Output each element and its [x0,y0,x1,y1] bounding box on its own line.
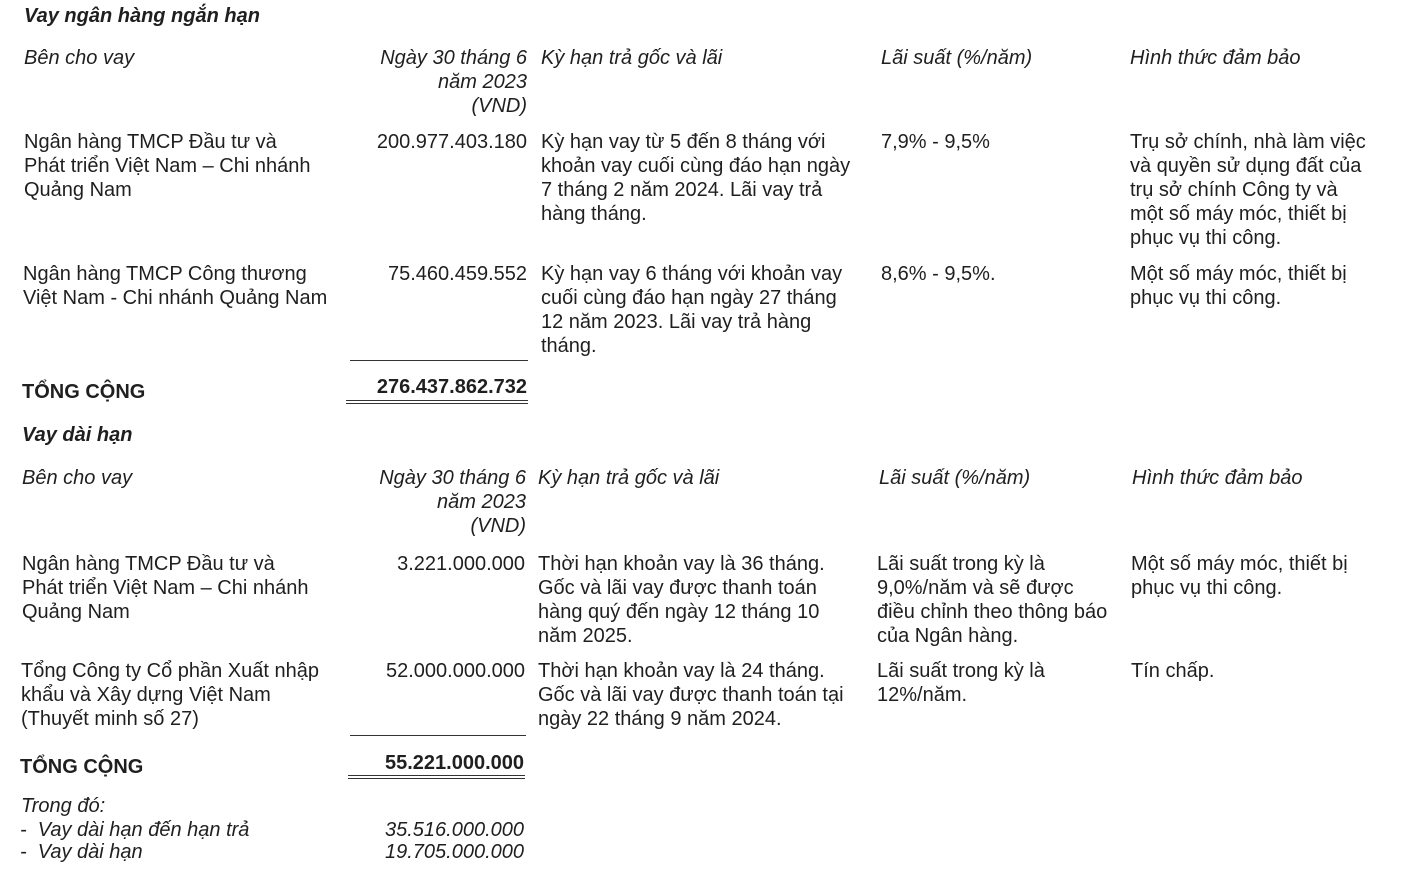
table-row-rate: Lãi suất trong kỳ là 12%/năm. [877,660,1045,706]
short-term-header-lender: Bên cho vay [24,47,135,69]
short-term-header-term: Kỳ hạn trả gốc và lãi [541,47,723,69]
table-row-lender: Ngân hàng TMCP Đầu tư và Phát triển Việt Nam – Chi nhánh Quảng Nam [22,553,309,623]
table-row-collateral: Trụ sở chính, nhà làm việc và quyền sử dụng đất của trụ sở chính Công ty và một số máy móc, thiết bị phục vụ thi công. [1130,131,1366,249]
long-term-total-label: TỔNG CỘNG [20,756,144,778]
table-row-rate: Lãi suất trong kỳ là 9,0%/năm và sẽ được điều chỉnh theo thông báo của Ngân hàng. [877,553,1108,647]
short-term-header-collateral: Hình thức đảm bảo [1130,47,1301,69]
table-row-term: Kỳ hạn vay từ 5 đến 8 tháng với khoản vay cuối cùng đáo hạn ngày 7 tháng 2 năm 2024. Lãi vay trả hàng tháng. [541,131,851,225]
table-row-collateral: Một số máy móc, thiết bị phục vụ thi công. [1131,553,1348,599]
breakdown-label: Trong đó: [21,795,106,817]
breakdown-item-value: 35.516.000.000 [384,819,524,841]
table-row-amount: 52.000.000.000 [385,660,525,682]
long-term-header-lender: Bên cho vay [22,467,133,489]
long-term-heading: Vay dài hạn [22,424,133,446]
table-row-rate: 8,6% - 9,5%. [881,263,996,285]
short-term-heading: Vay ngân hàng ngắn hạn [24,5,260,27]
table-row-term: Thời hạn khoản vay là 24 tháng. Gốc và lãi vay được thanh toán tại ngày 22 tháng 9 năm 2024. [538,660,844,730]
long-term-header-term: Kỳ hạn trả gốc và lãi [538,467,720,489]
table-row-lender: Ngân hàng TMCP Đầu tư và Phát triển Việt Nam – Chi nhánh Quảng Nam [24,131,311,201]
table-row-term: Kỳ hạn vay 6 tháng với khoản vay cuối cùng đáo hạn ngày 27 tháng 12 năm 2023. Lãi vay trả hàng tháng. [541,263,843,357]
short-term-header-amount: Ngày 30 tháng 6 năm 2023 (VND) [380,47,527,117]
breakdown-item-value: 19.705.000.000 [384,841,524,863]
breakdown-item-label: - Vay dài hạn đến hạn trả [20,819,250,841]
table-row-lender: Tổng Công ty Cổ phần Xuất nhập khẩu và Xây dựng Việt Nam (Thuyết minh số 27) [21,660,319,730]
short-term-total-value: 276.437.862.732 [376,376,527,398]
short-term-header-rate: Lãi suất (%/năm) [881,47,1033,69]
short-term-total-label: TỔNG CỘNG [22,381,146,403]
table-row-amount: 3.221.000.000 [397,553,525,575]
total-double-rule [346,400,528,404]
long-term-header-amount: Ngày 30 tháng 6 năm 2023 (VND) [379,467,526,537]
breakdown-item-label: - Vay dài hạn [20,841,143,863]
table-row-term: Thời hạn khoản vay là 36 tháng. Gốc và lãi vay được thanh toán hàng quý đến ngày 12 tháng 10 năm 2025. [538,553,825,647]
long-term-header-rate: Lãi suất (%/năm) [879,467,1031,489]
table-row-amount: 200.977.403.180 [376,131,527,153]
subtotal-rule [350,360,528,361]
table-row-rate: 7,9% - 9,5% [881,131,990,153]
table-row-collateral: Tín chấp. [1131,660,1215,682]
table-row-lender: Ngân hàng TMCP Công thương Việt Nam - Chi nhánh Quảng Nam [23,263,328,309]
subtotal-rule [350,735,526,736]
table-row-collateral: Một số máy móc, thiết bị phục vụ thi công. [1130,263,1347,309]
total-double-rule [348,775,525,779]
long-term-header-collateral: Hình thức đảm bảo [1132,467,1303,489]
long-term-total-value: 55.221.000.000 [384,752,524,774]
table-row-amount: 75.460.459.552 [387,263,527,285]
